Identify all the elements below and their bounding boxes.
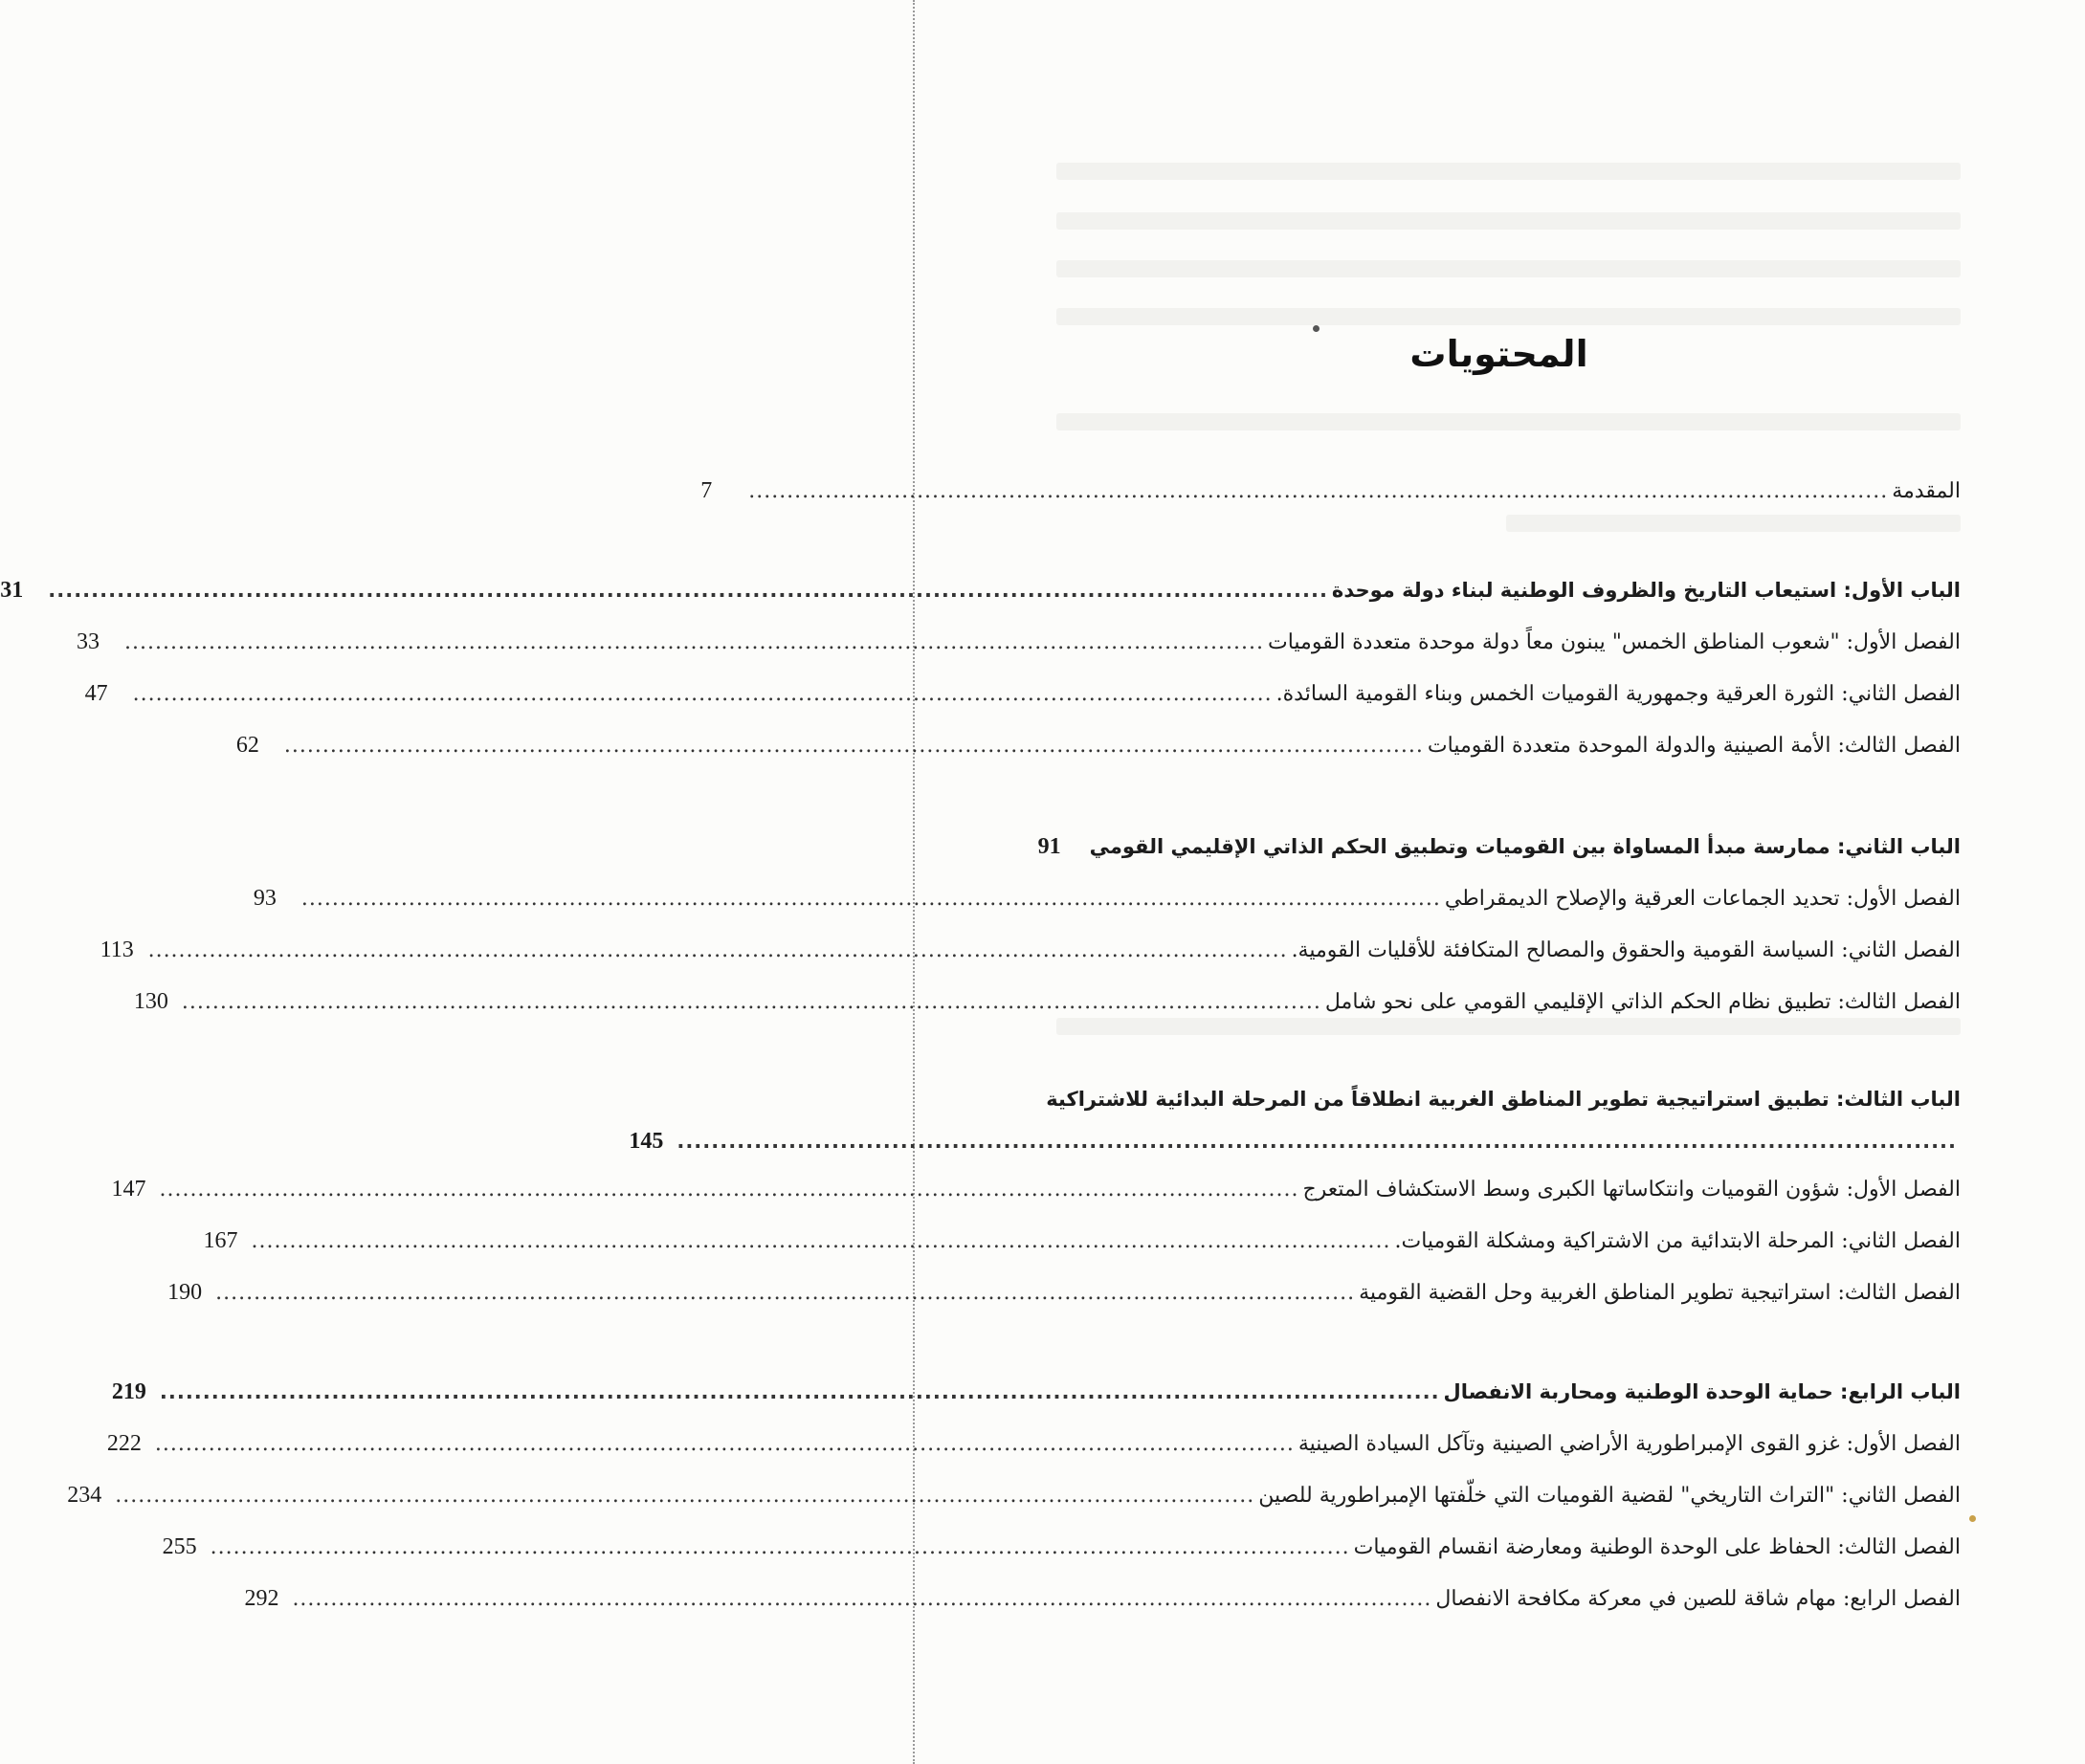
dot-leader: ..................................................................................................................................................... (48, 579, 1328, 602)
page-number: 113 (100, 937, 134, 962)
toc-chapter[interactable] (253, 882, 1961, 915)
toc-chapter[interactable] (111, 1173, 1961, 1205)
chapter-label: الفصل الثاني: المرحلة الابتدائية من الاشتراكية ومشكلة القوميات. (1394, 1229, 1961, 1253)
chapter-label: الفصل الأول: "شعوب المناطق الخمس" يبنون معاً دولة موحدة متعددة القوميات (1268, 630, 1961, 654)
part-label: الباب الثاني: ممارسة مبدأ المساواة بين القوميات وتطبيق الحكم الذاتي الإقليمي القومي (1089, 835, 1961, 858)
dot-leader: ..................................................................................................................................................... (132, 682, 1273, 706)
part-label: الباب الرابع: حماية الوحدة الوطنية ومحاربة الانفصال (1443, 1380, 1961, 1403)
chapter-label: الفصل الرابع: مهام شاقة للصين في معركة مكافحة الانفصال (1435, 1587, 1961, 1611)
page-title: المحتويات (1409, 333, 1588, 375)
dot-leader: ..................................................................................................................................................... (159, 1178, 1299, 1202)
show-through-line (1056, 308, 1961, 325)
show-through-line (1056, 1018, 1961, 1035)
chapter-label: الفصل الثالث: استراتيجية تطوير المناطق الغربية وحل القضية القومية (1359, 1281, 1961, 1305)
dot-leader: ..................................................................................................................................................... (283, 734, 1424, 758)
dot-leader: ..................................................................................................................................................... (181, 990, 1321, 1014)
dot-leader: ..................................................................................................................................................... (300, 887, 1441, 911)
toc-part-2[interactable] (1037, 830, 1961, 863)
ink-spot (1969, 1515, 1976, 1522)
dot-leader: ..................................................................................................................................................... (159, 1380, 1440, 1403)
dot-leader: ..................................................................................................................................................... (124, 630, 1264, 654)
page-number: 167 (203, 1228, 238, 1253)
toc-chapter[interactable] (133, 985, 1961, 1018)
dot-leader: ..................................................................................................................................................... (147, 938, 1288, 962)
dot-leader: ..................................................................................................................................................... (748, 479, 1889, 503)
toc-part-4[interactable] (111, 1376, 1961, 1408)
toc-entry-intro[interactable] (700, 474, 1961, 507)
show-through-line (1056, 163, 1961, 180)
toc-chapter[interactable] (67, 1479, 1961, 1511)
page-number: 222 (106, 1431, 142, 1456)
show-through-line (1056, 413, 1961, 430)
show-through-line (1506, 515, 1961, 532)
toc-chapter[interactable] (244, 1582, 1961, 1615)
dot-leader: ..................................................................................................................................................... (210, 1535, 1350, 1559)
chapter-label: الفصل الأول: غزو القوى الإمبراطورية الأراضي الصينية وتآكل السيادة الصينية (1298, 1432, 1961, 1456)
dot-leader: ..................................................................................................................................................... (115, 1484, 1255, 1508)
chapter-label: الفصل الثاني: الثورة العرقية وجمهورية القوميات الخمس وبناء القومية السائدة. (1275, 682, 1961, 706)
toc-chapter[interactable] (84, 677, 1961, 710)
page-number: 234 (67, 1483, 102, 1508)
page-number: 190 (167, 1280, 203, 1305)
dot-leader: ..................................................................................................................................................... (215, 1281, 1356, 1305)
toc-part-1[interactable] (0, 574, 1961, 606)
page-number: 255 (162, 1534, 197, 1559)
chapter-label: الفصل الأول: شؤون القوميات وانتكاساتها الكبرى وسط الاستكشاف المتعرج (1302, 1178, 1961, 1202)
toc-chapter[interactable] (100, 934, 1961, 966)
toc-chapter[interactable] (162, 1531, 1961, 1563)
chapter-label: الفصل الثالث: الأمة الصينية والدولة الموحدة متعددة القوميات (1427, 734, 1961, 758)
page-number: 91 (1037, 834, 1061, 859)
page-number: 62 (235, 733, 259, 758)
dot-leader: ..................................................................................................................................................... (677, 1130, 1957, 1153)
page-number: 31 (0, 578, 24, 603)
toc-chapter[interactable] (235, 729, 1961, 761)
page-number: 93 (253, 886, 277, 911)
chapter-label: الفصل الثالث: الحفاظ على الوحدة الوطنية ومعارضة انقسام القوميات (1353, 1535, 1961, 1559)
dot-leader: ..................................................................................................................................................... (154, 1432, 1295, 1456)
toc-chapter[interactable] (77, 626, 1961, 658)
toc-chapter[interactable] (106, 1427, 1961, 1460)
chapter-label: الفصل الأول: تحديد الجماعات العرقية والإصلاح الديمقراطي (1444, 887, 1961, 911)
page-number: 292 (244, 1586, 279, 1611)
show-through-line (1056, 212, 1961, 230)
toc-chapter[interactable] (167, 1276, 1961, 1309)
part-label: الباب الأول: استيعاب التاريخ والظروف الوطنية لبناء دولة موحدة (1331, 579, 1961, 602)
ink-spot (1313, 325, 1320, 332)
chapter-label: الفصل الثالث: تطبيق نظام الحكم الذاتي الإقليمي القومي على نحو شامل (1324, 990, 1961, 1014)
toc-part-3-title[interactable]: الباب الثالث: تطبيق استراتيجية تطوير المناطق الغربية انطلاقاً من المرحلة البدائية للاشتراكية (1046, 1088, 1961, 1111)
page-number: 219 (111, 1379, 146, 1404)
page-number: 147 (111, 1177, 146, 1202)
page-number: 33 (77, 629, 100, 654)
entry-label: المقدمة (1892, 479, 1961, 503)
dot-leader: ..................................................................................................................................................... (251, 1229, 1391, 1253)
toc-part-3[interactable] (629, 1125, 1961, 1158)
chapter-label: الفصل الثاني: السياسة القومية والحقوق والمصالح المتكافئة للأقليات القومية. (1291, 938, 1961, 962)
dot-leader: ..................................................................................................................................................... (292, 1587, 1432, 1611)
toc-chapter[interactable] (203, 1224, 1961, 1257)
page-number: 7 (700, 478, 713, 503)
page-number: 130 (133, 989, 168, 1014)
page-number: 145 (629, 1129, 664, 1154)
page-number: 47 (84, 681, 108, 706)
chapter-label: الفصل الثاني: "التراث التاريخي" لقضية القوميات التي خلّفتها الإمبراطورية للصين (1258, 1484, 1961, 1508)
show-through-line (1056, 260, 1961, 277)
